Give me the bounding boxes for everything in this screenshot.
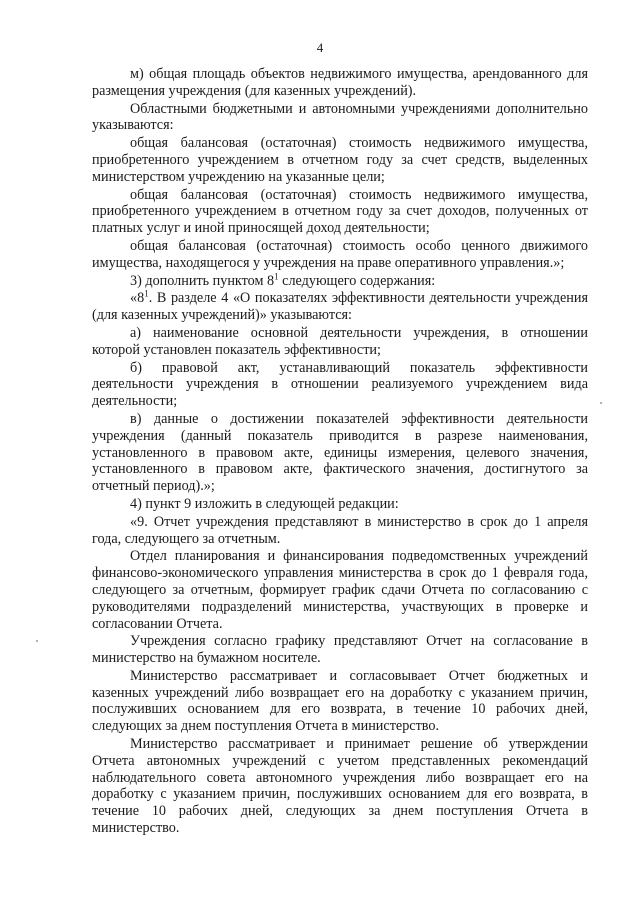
- scan-speck: [600, 402, 602, 404]
- amendment-3-text: 3) дополнить пунктом 8: [130, 272, 275, 289]
- paragraph-balance-value-movable-property: общая балансовая (остаточная) стоимость особо ценного движимого имущества, находящегося у учреждения на праве оперативного управления.»;: [92, 237, 588, 271]
- superscript-marker: 1: [274, 270, 279, 281]
- paragraph-clause-8-1: [92, 290, 588, 324]
- paragraph-item-v: в) данные о достижении показателей эффективности деятельности учреждения (данный показатель приводится в разрезе наименования, установленного в правовом акте, единицы измерения, целевого значения, установленного в правовом акте, фактического значения, достигнутого за отчетный период).»;: [92, 410, 588, 495]
- paragraph-balance-value-paid-services: общая балансовая (остаточная) стоимость недвижимого имущества, приобретенного учреждением в отчетном году за счет доходов, полученных от платных услуг и иной приносящей доход деятельности;: [92, 186, 588, 237]
- amendment-3-text-rest: следующего содержания:: [278, 272, 436, 289]
- paragraph-additional-info-intro: Областными бюджетными и автономными учреждениями дополнительно указываются:: [92, 100, 588, 134]
- paragraph-item-a: а) наименование основной деятельности учреждения, в отношении которой установлен показатель эффективности;: [92, 324, 588, 358]
- paragraph-item-m: м) общая площадь объектов недвижимого имущества, арендованного для размещения учреждения (для казенных учреждений).: [92, 66, 588, 99]
- paragraph-amendment-4: 4) пункт 9 изложить в следующей редакции:: [130, 495, 399, 512]
- paragraph-planning-department: Отдел планирования и финансирования подведомственных учреждений финансово-экономического управления министерства в срок до 1 февраля года, следующего за отчетным, формирует график сдачи Отчета по согласованию с руководителями подразделений министерства, участвующих в проверке и согласовании Отчета.: [92, 548, 588, 632]
- paragraph-clause-9: «9. Отчет учреждения представляют в министерство в срок до 1 апреля года, следующего за отчетным.: [92, 513, 588, 547]
- clause-8-1-text: . В разделе 4 «О показателях эффективности деятельности учреждения (для казенных учреждений)» указываются:: [92, 290, 588, 324]
- page-number: 4: [316, 40, 324, 55]
- scan-speck: [36, 640, 38, 642]
- paragraph-institutions-submit: Учреждения согласно графику представляют Отчет на согласование в министерство на бумажном носителе.: [92, 633, 588, 667]
- clause-8-1-number: «8: [130, 290, 145, 307]
- paragraph-amendment-3: [92, 270, 588, 290]
- document-body: [92, 66, 588, 837]
- paragraph-ministry-reviews-autonomous: Министерство рассматривает и принимает решение об утверждении Отчета автономных учреждений с учетом представленных рекомендаций наблюдательного совета автономного учреждения либо возвращает его на доработку с указанием причин, послуживших основанием для его возврата, в течение 10 рабочих дней, следующих за днем поступления Отчета в министерство.: [92, 736, 588, 837]
- superscript-marker: 1: [144, 288, 149, 299]
- paragraph-ministry-reviews-budget: Министерство рассматривает и согласовывает Отчет бюджетных и казенных учреждений либо возвращает его на доработку с указанием причин, послуживших основанием для его возврата, в течение 10 рабочих дней, следующих за днем поступления Отчета в министерство.: [92, 667, 588, 735]
- paragraph-item-b: б) правовой акт, устанавливающий показатель эффективности деятельности учреждения в отношении реализуемого учреждением вида деятельности;: [92, 359, 588, 410]
- paragraph-balance-value-ministry-funds: общая балансовая (остаточная) стоимость недвижимого имущества, приобретенного учреждением в отчетном году за счет средств, выделенных министерством учреждению на указанные цели;: [92, 135, 588, 185]
